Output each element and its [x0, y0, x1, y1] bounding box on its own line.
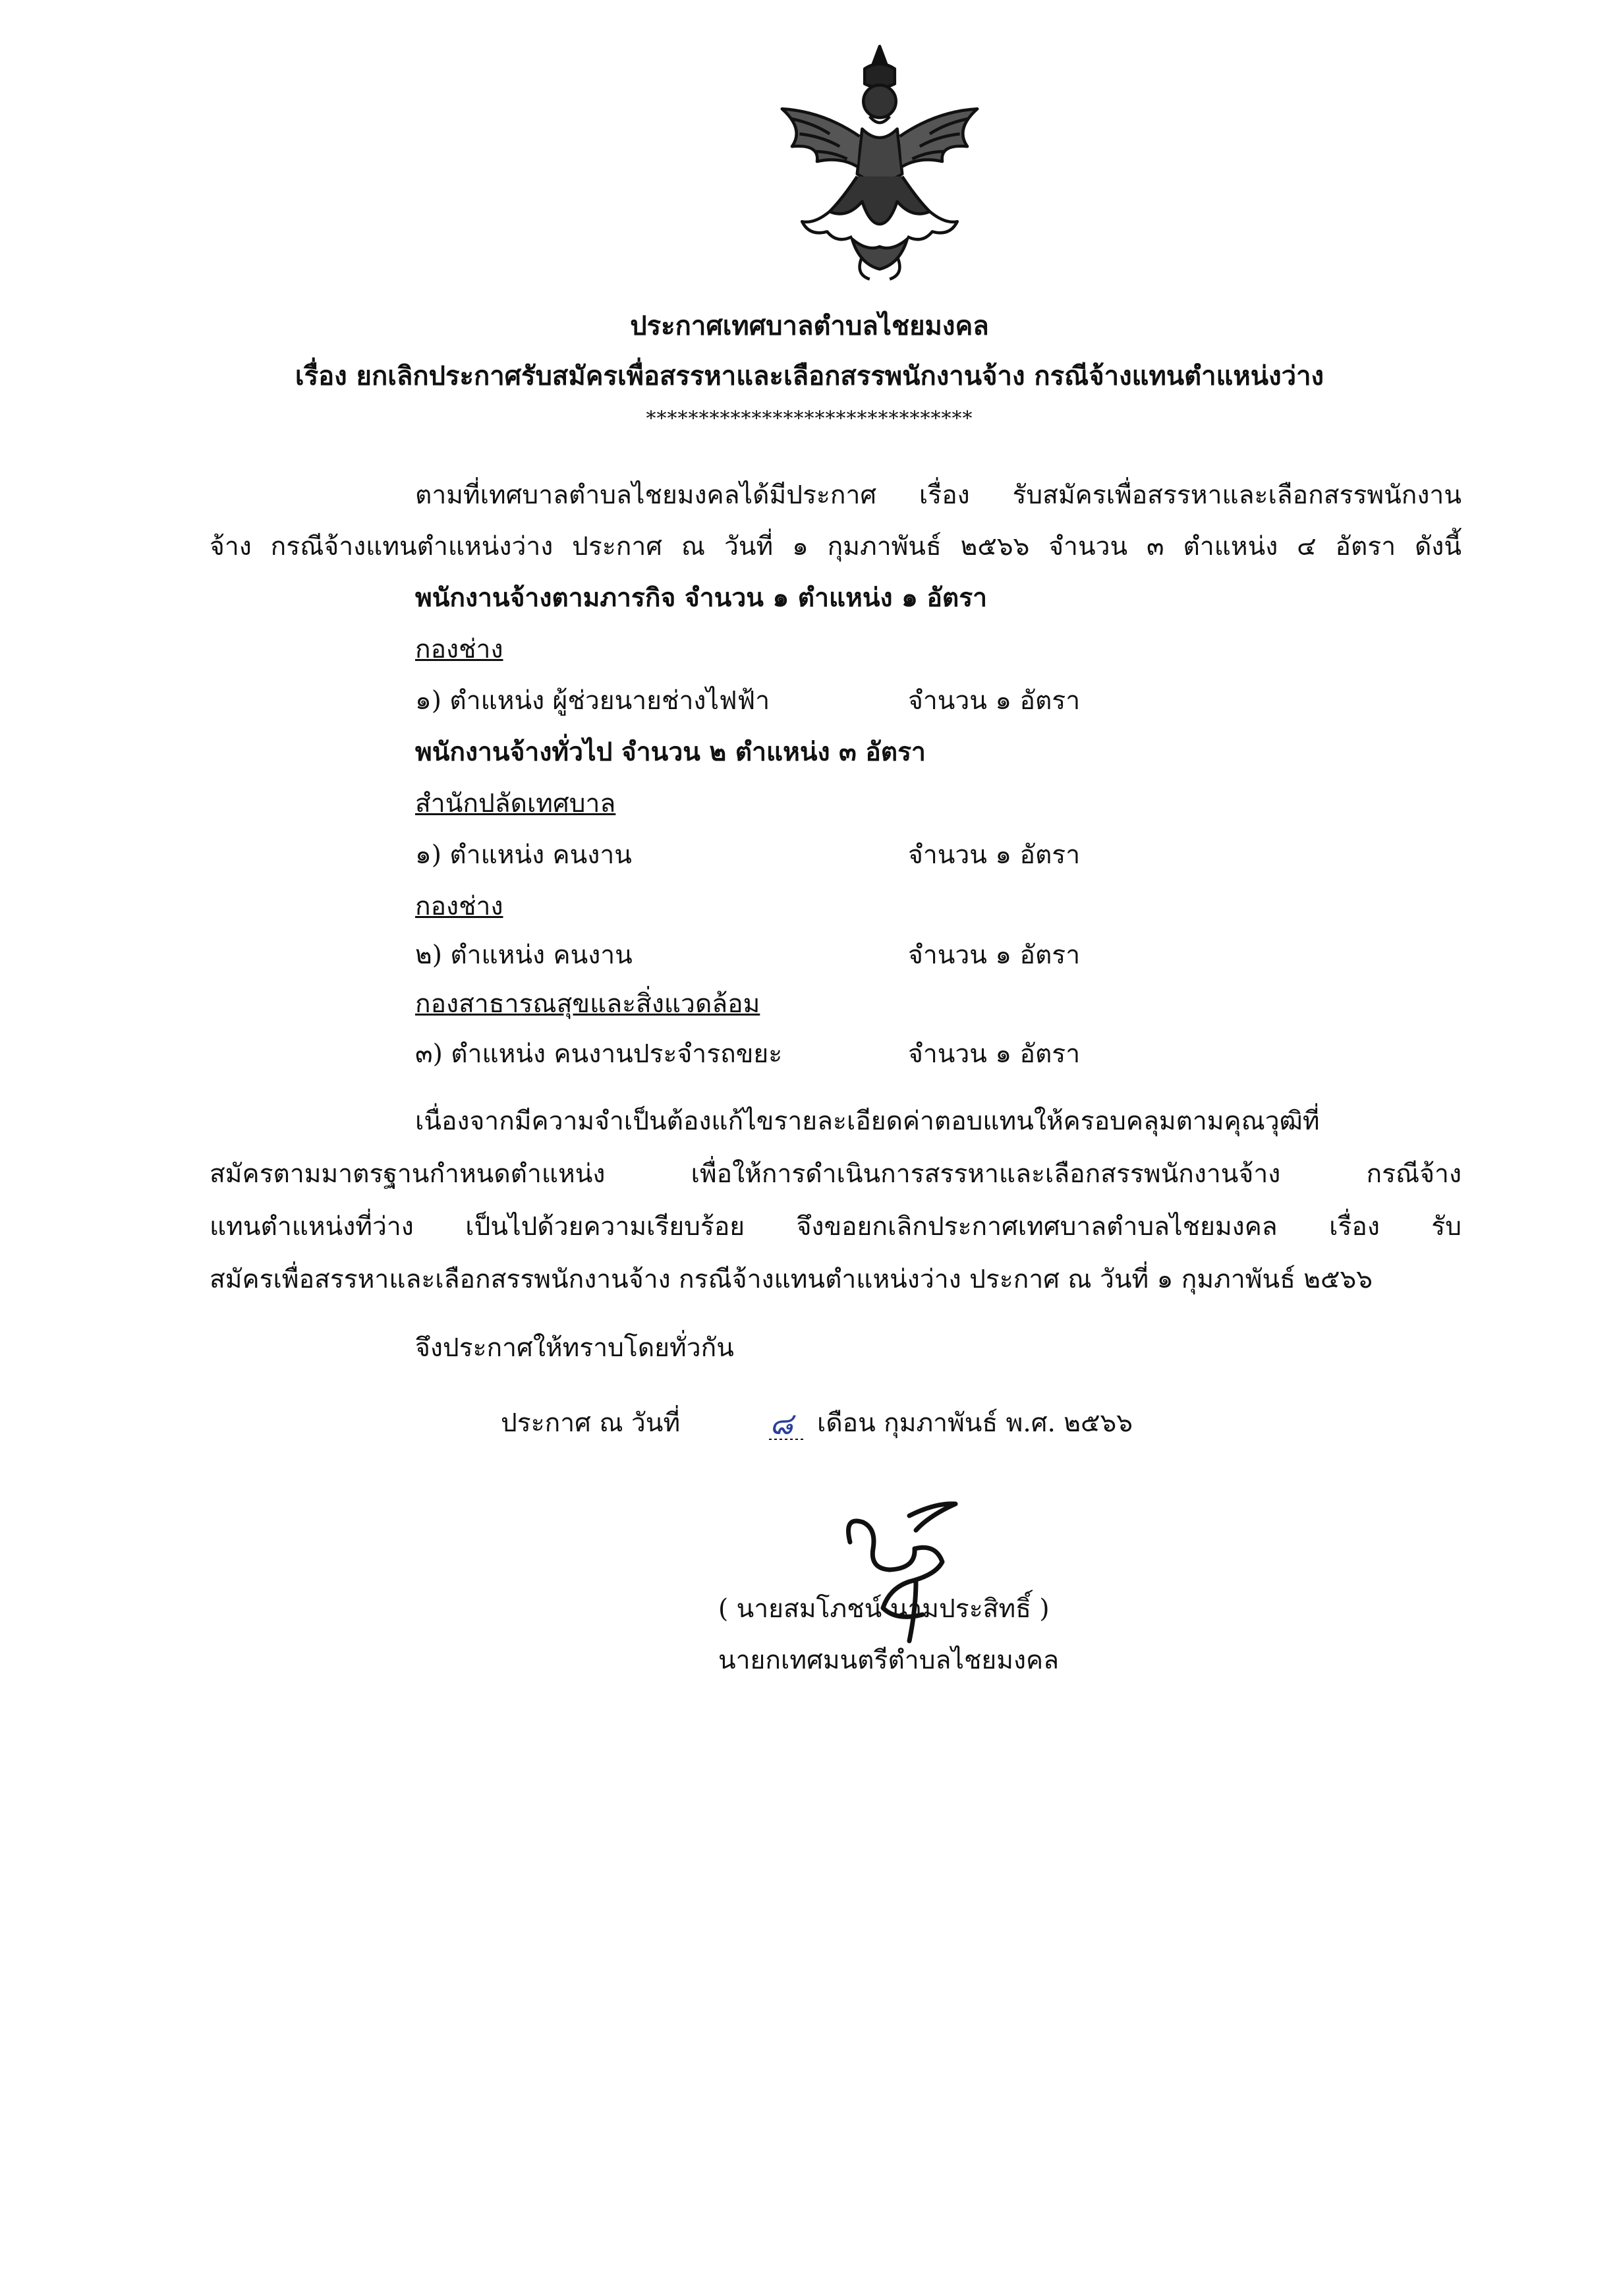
announcement-subject: เรื่อง ยกเลิกประกาศรับสมัครเพื่อสรรหาและเลือกสรรพนักงานจ้าง กรณีจ้างแทนตำแหน่งว่าง [295, 360, 1324, 391]
position-label: ๑) ตำแหน่ง ผู้ช่วยนายช่างไฟฟ้า [415, 686, 770, 716]
intro-line-2: จ้าง กรณีจ้างแทนตำแหน่งว่าง ประกาศ ณ วันที่ ๑ กุมภาพันธ์ ๒๕๖๖ จำนวน ๓ ตำแหน่ง ๔ อัตรา ดังนี้ [210, 532, 1462, 561]
garuda-emblem [754, 36, 1005, 287]
date-day-handwritten: ๘ [770, 1406, 793, 1441]
position-label: ๑) ตำแหน่ง คนงาน [415, 840, 632, 870]
date-prefix: ประกาศ ณ วันที่ [501, 1408, 681, 1438]
date-underline [766, 1398, 806, 1445]
reason-line-4: สมัครเพื่อสรรหาและเลือกสรรพนักงานจ้าง กรณีจ้างแทนตำแหน่งว่าง ประกาศ ณ วันที่ ๑ กุมภาพันธ์ ๒๕๖๖ [210, 1265, 1373, 1294]
announcement-title: ประกาศเทศบาลตำบลไชยมงคล [630, 310, 989, 341]
group-heading-general-staff: พนักงานจ้างทั่วไป จำนวน ๒ ตำแหน่ง ๓ อัตรา [415, 737, 926, 767]
position-count: จำนวน ๑ อัตรา [908, 840, 1081, 870]
department-name: กองสาธารณสุขและสิ่งแวดล้อม [415, 989, 760, 1019]
position-count: จำนวน ๑ อัตรา [908, 686, 1081, 716]
reason-line-3: แทนตำแหน่งที่ว่าง เป็นไปด้วยความเรียบร้อย จึงขอยกเลิกประกาศเทศบาลตำบลไชยมงคล เรื่อง รับ [210, 1212, 1462, 1242]
department-name: กองช่าง [415, 892, 503, 921]
reason-line-2: สมัครตามมาตรฐานกำหนดตำแหน่ง เพื่อให้การดำเนินการสรรหาและเลือกสรรพนักงานจ้าง กรณีจ้าง [210, 1159, 1462, 1189]
group-heading-contract-staff: พนักงานจ้างตามภารกิจ จำนวน ๑ ตำแหน่ง ๑ อัตรา [415, 583, 988, 613]
intro-line-1: ตามที่เทศบาลตำบลไชยมงคลได้มีประกาศ เรื่อง รับสมัครเพื่อสรรหาและเลือกสรรพนักงาน [415, 480, 1462, 510]
signatory-name: ( นายสมโภชน์ นามประสิทธิ์ ) [718, 1594, 1050, 1624]
position-count: จำนวน ๑ อัตรา [908, 1039, 1081, 1069]
position-count: จำนวน ๑ อัตรา [908, 940, 1081, 970]
closing-statement: จึงประกาศให้ทราบโดยทั่วกัน [415, 1333, 734, 1363]
reason-line-1: เนื่องจากมีความจำเป็นต้องแก้ไขรายละเอียดค่าตอบแทนให้ครอบคลุมตามคุณวุฒิที่ [415, 1106, 1320, 1136]
signatory-title: นายกเทศมนตรีตำบลไชยมงคล [718, 1646, 1060, 1675]
position-label: ๒) ตำแหน่ง คนงาน [415, 940, 633, 970]
department-name: กองช่าง [415, 635, 503, 664]
title-divider: ******************************* [646, 407, 973, 430]
position-label: ๓) ตำแหน่ง คนงานประจำรถขยะ [415, 1039, 783, 1069]
date-suffix: เดือน กุมภาพันธ์ พ.ศ. ๒๕๖๖ [817, 1408, 1133, 1438]
department-name: สำนักปลัดเทศบาล [415, 789, 616, 818]
